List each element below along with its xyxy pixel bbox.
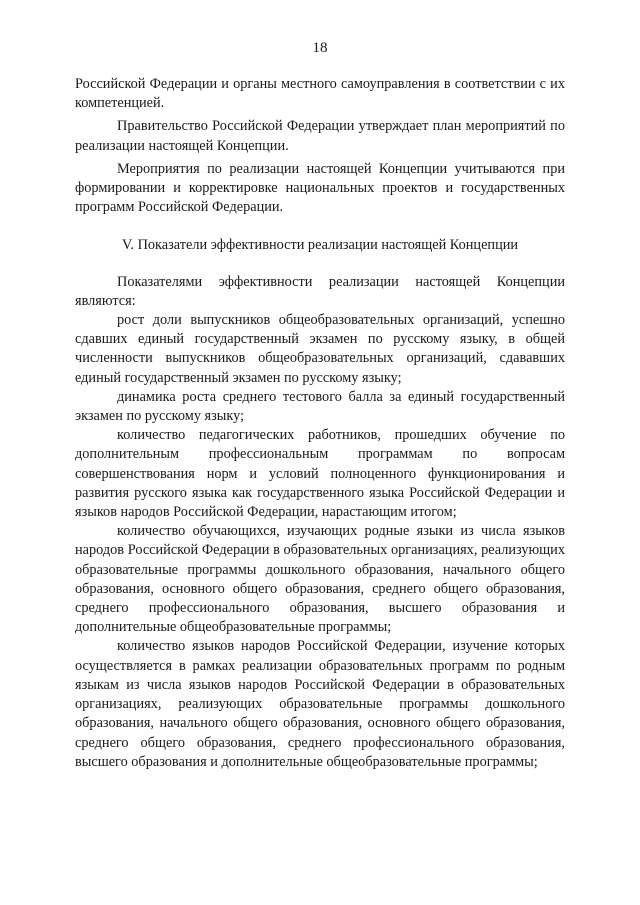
paragraph: Правительство Российской Федерации утверждает план мероприятий по реализации настоящей Концепции.: [75, 118, 565, 154]
list-item: количество языков народов Российской Федерации, изучение которых осуществляется в рамках реализации образовательных программ по родным языкам из числа языков народов Российской Федерации в образовательных организациях, реализующих образовательные программы дошкольного образования, начального общего образования, основного общего образования, среднего общего образования, среднего профессионального образования, высшего образования и дополнительные общеобразовательные программы;: [75, 638, 565, 770]
list-item: количество педагогических работников, прошедших обучение по дополнительным профессиональным программам по вопросам совершенствования норм и условий полноценного функционирования и развития русского языка как государственного языка Российской Федерации и языков народов Российской Федерации, нарастающим итогом;: [75, 427, 565, 521]
section-heading: V. Показатели эффективности реализации настоящей Концепции: [121, 237, 519, 254]
page-number: 18: [312, 40, 328, 56]
document-body: [75, 75, 565, 772]
paragraph: Показателями эффективности реализации настоящей Концепции являются:: [75, 273, 565, 309]
list-item: рост доли выпускников общеобразовательных организаций, успешно сдавших единый государственный экзамен по русскому языку, в общей численности выпускников общеобразовательных организаций, сдававших единый государственный экзамен по русскому языку;: [75, 312, 565, 386]
list-item: динамика роста среднего тестового балла за единый государственный экзамен по русскому языку;: [75, 388, 565, 425]
list-item: количество обучающихся, изучающих родные языки из числа языков народов Российской Федерации в образовательных организациях, реализующих образовательные программы дошкольного образования, начального общего образования, основного общего образования, среднего общего образования, среднего профессионального образования, высшего образования и дополнительные общеобразовательные программы;: [75, 523, 565, 636]
paragraph: Мероприятия по реализации настоящей Концепции учитываются при формировании и корректировке национальных проектов и государственных программ Российской Федерации.: [75, 160, 565, 216]
paragraph: Российской Федерации и органы местного самоуправления в соответствии с их компетенцией.: [75, 76, 565, 112]
